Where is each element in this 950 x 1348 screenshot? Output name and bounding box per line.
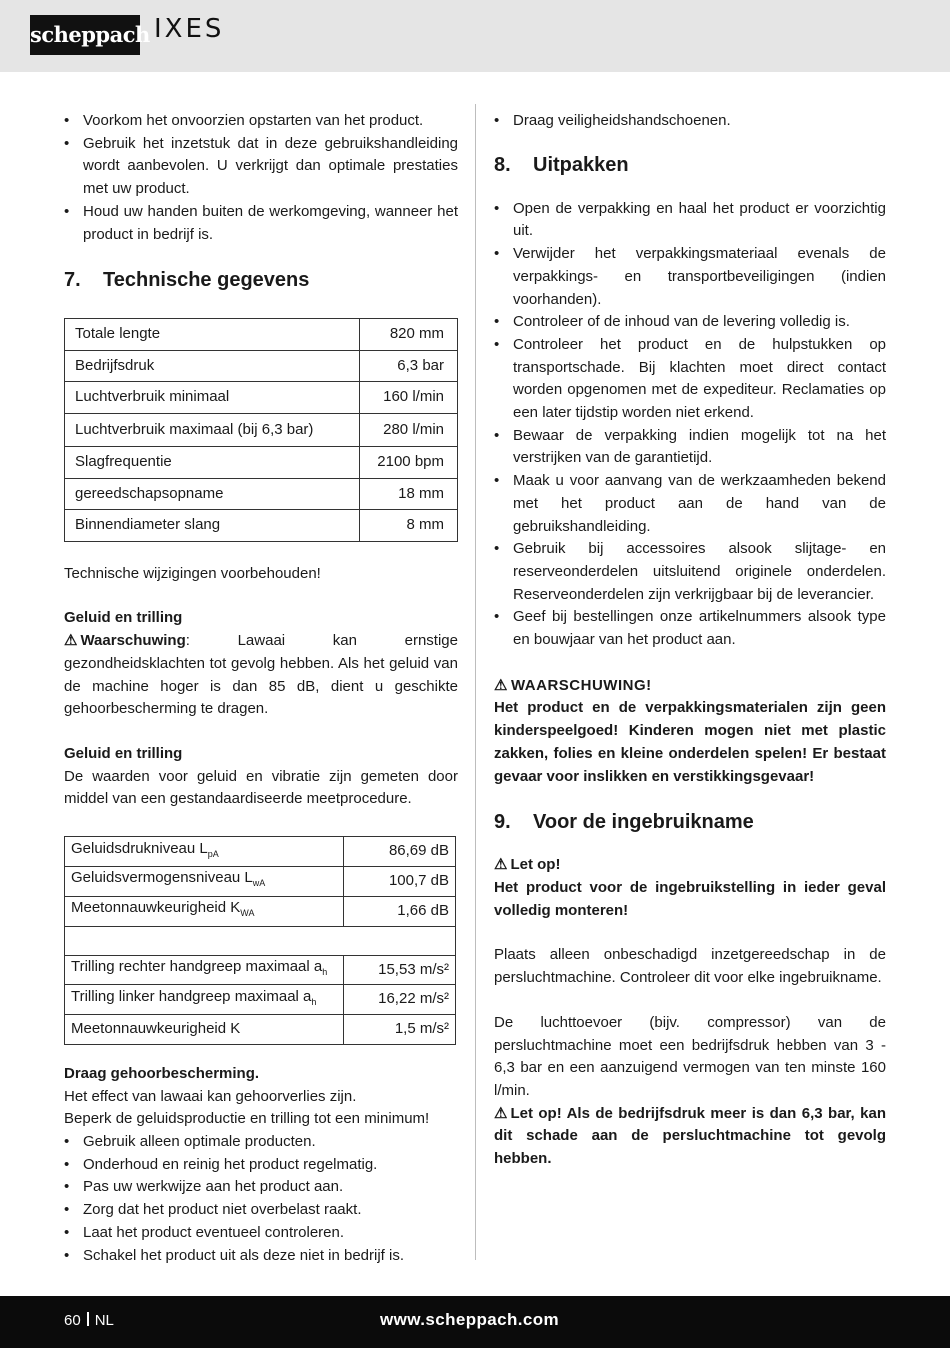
section-title: Technische gegevens bbox=[103, 269, 310, 292]
list-item: • Verwijder het verpakkingsmateriaal evenals de verpakkings- en transportbeveiligingen (indien voorhanden). bbox=[494, 243, 886, 311]
attention-paragraph: Het product voor de ingebruikstelling in ieder geval volledig monteren! bbox=[494, 878, 886, 919]
table-row bbox=[65, 350, 458, 382]
warning-triangle-icon: ⚠ bbox=[494, 856, 508, 874]
warning-label: Waarschuwing bbox=[80, 632, 186, 650]
footer-separator bbox=[87, 1312, 89, 1326]
noise-value: 1,66 dB bbox=[344, 896, 456, 926]
table-row bbox=[65, 837, 456, 867]
spec-label: Slagfrequentie bbox=[65, 447, 360, 479]
section-heading-8 bbox=[494, 152, 886, 178]
vibration-heading: Geluid en trilling bbox=[64, 745, 183, 762]
vibration-value: 16,22 m/s² bbox=[344, 985, 456, 1015]
spec-value: 8 mm bbox=[360, 510, 458, 542]
air-supply-paragraph: De luchttoevoer (bijv. compressor) van de persluchtmachine moet een bedrijfsdruk hebben van 3 - 6,3 bar en een aanzuigend vermogen van ten minste 160 l/min. bbox=[494, 1013, 886, 1099]
section-number: 7. bbox=[64, 269, 81, 292]
section-number: 9. bbox=[494, 811, 511, 834]
warning-triangle-icon: ⚠ bbox=[64, 632, 78, 650]
vibration-label: Trilling rechter handgreep maximaal $a_h$ bbox=[65, 955, 344, 985]
table-row bbox=[65, 1015, 456, 1045]
noise-value: 100,7 dB bbox=[344, 866, 456, 896]
warning-title: ⚠ WAARSCHUWING! bbox=[494, 675, 886, 698]
column-divider bbox=[475, 104, 476, 1260]
list-item: • Geef bij bestellingen onze artikelnummers alsook type en bouwjaar van het product aan. bbox=[494, 606, 886, 651]
vibration-value: 1,5 m/s² bbox=[344, 1015, 456, 1045]
list-item: • Zorg dat het product niet overbelast raakt. bbox=[64, 1199, 458, 1222]
gloves-list bbox=[494, 110, 886, 133]
empty-cell bbox=[65, 926, 456, 955]
list-item: • Laat het product eventueel controleren. bbox=[64, 1222, 458, 1245]
list-item: • Schakel het product uit als deze niet in bedrijf is. bbox=[64, 1245, 458, 1268]
list-item: • Gebruik het inzetstuk dat in deze gebruikshandleiding wordt aanbevolen. U verkrijgt dan optimale prestaties met uw product. bbox=[64, 133, 458, 201]
language-code: NL bbox=[94, 1312, 114, 1329]
noise-reduction-list bbox=[64, 1131, 458, 1267]
safety-bullet-list bbox=[64, 110, 458, 246]
list-item: • Controleer of de inhoud van de levering volledig is. bbox=[494, 311, 886, 334]
table-row bbox=[65, 866, 456, 896]
noise-warning-paragraph bbox=[64, 630, 458, 721]
noise-value: 86,69 dB bbox=[344, 837, 456, 867]
spec-value: 18 mm bbox=[360, 478, 458, 510]
warning-triangle-icon: ⚠ bbox=[494, 676, 508, 694]
list-item: • Onderhoud en reinig het product regelmatig. bbox=[64, 1154, 458, 1177]
noise-label: Geluidsvermogensniveau $L_{wA}$ bbox=[65, 866, 344, 896]
tool-paragraph: Plaats alleen onbeschadigd inzetgereedschap in de persluchtmachine. Controleer dit voor elke ingebruikname. bbox=[494, 946, 886, 987]
right-column bbox=[494, 110, 886, 1171]
table-row-empty bbox=[65, 926, 456, 955]
left-column bbox=[64, 110, 458, 1267]
spec-value: 280 l/min bbox=[360, 414, 458, 447]
list-item: • Gebruik alleen optimale producten. bbox=[64, 1131, 458, 1154]
technical-note: Technische wijzigingen voorbehouden! bbox=[64, 564, 321, 582]
page-footer bbox=[0, 1296, 950, 1348]
page-number: 60 bbox=[64, 1312, 81, 1329]
pressure-warning: ⚠ Let op! Als de bedrijfsdruk meer is dan 6,3 bar, kan dit schade aan de persluchtmachine tot gevolg hebben. bbox=[494, 1104, 886, 1168]
list-item: • Controleer het product en de hulpstukken op transportschade. Bij klachten moet direct contact worden opgenomen met de expediteur. Reclamaties op een later tijdstip worden niet erkend. bbox=[494, 334, 886, 425]
table-row bbox=[65, 896, 456, 926]
list-item: • Gebruik bij accessoires alsook slijtage- en reserveonderdelen uitsluitend originele onderdelen. Reserveonderdelen zijn verkrijgbaar bij de leverancier. bbox=[494, 538, 886, 606]
spec-value: 820 mm bbox=[360, 319, 458, 351]
table-row bbox=[65, 447, 458, 479]
table-row bbox=[65, 382, 458, 414]
spec-label: Luchtverbruik maximaal (bij 6,3 bar) bbox=[65, 414, 360, 447]
table-row bbox=[65, 478, 458, 510]
spec-label: Binnendiameter slang bbox=[65, 510, 360, 542]
list-item: • Voorkom het onvoorzien opstarten van het product. bbox=[64, 110, 458, 133]
section-title: Uitpakken bbox=[533, 153, 629, 176]
list-item: • Draag veiligheidshandschoenen. bbox=[494, 110, 886, 133]
website-link[interactable]: www.scheppach.com bbox=[380, 1310, 560, 1329]
measurement-paragraph: De waarden voor geluid en vibratie zijn gemeten door middel van een gestandaardiseerde meetprocedure. bbox=[64, 767, 458, 808]
vibration-label: Meetonnauwkeurigheid K bbox=[65, 1015, 344, 1045]
hearing-line: Beperk de geluidsproductie en trilling tot een minimum! bbox=[64, 1110, 430, 1128]
list-item: • Maak u voor aanvang van de werkzaamheden bekend met het product aan de hand van de gebruikshandleiding. bbox=[494, 470, 886, 538]
technical-data-table bbox=[64, 318, 458, 542]
vibration-value: 15,53 m/s² bbox=[344, 955, 456, 985]
noise-label: Geluidsdrukniveau $L_{pA}$ bbox=[65, 837, 344, 867]
hearing-line: Het effect van lawaai kan gehoorverlies zijn. bbox=[64, 1087, 357, 1105]
spec-value: 6,3 bar bbox=[360, 350, 458, 382]
vibration-label: Trilling linker handgreep maximaal $a_h$ bbox=[65, 985, 344, 1015]
spec-value: 160 l/min bbox=[360, 382, 458, 414]
spec-label: gereedschapsopname bbox=[65, 478, 360, 510]
noise-vibration-table bbox=[64, 836, 456, 1045]
list-item: • Bewaar de verpakking indien mogelijk tot na het verstrijken van de garantietijd. bbox=[494, 425, 886, 470]
spec-value: 2100 bpm bbox=[360, 447, 458, 479]
warning-triangle-icon: ⚠ bbox=[494, 1104, 508, 1122]
attention-title: ⚠ Let op! bbox=[494, 854, 886, 877]
table-row bbox=[65, 985, 456, 1015]
table-row bbox=[65, 955, 456, 985]
spec-label: Bedrijfsdruk bbox=[65, 350, 360, 382]
table-row bbox=[65, 319, 458, 351]
list-item: • Houd uw handen buiten de werkomgeving, wanneer het product in bedrijf is. bbox=[64, 201, 458, 246]
scheppach-logo: scheppach bbox=[30, 15, 140, 55]
list-item: • Pas uw werkwijze aan het product aan. bbox=[64, 1176, 458, 1199]
warning-text: : Lawaai kan ernstige gezondheidsklachten tot gevolg hebben. Als het geluid van de machine hoger is dan 85 dB, dient u geschikte gehoorbescherming te dragen. bbox=[64, 632, 458, 718]
table-row bbox=[65, 414, 458, 447]
section-number: 8. bbox=[494, 153, 511, 176]
spec-label: Totale lengte bbox=[65, 319, 360, 351]
table-row bbox=[65, 510, 458, 542]
noise-heading: Geluid en trilling bbox=[64, 609, 183, 627]
section-title: Voor de ingebruikname bbox=[533, 811, 754, 834]
ixes-logo: IXES bbox=[154, 14, 225, 44]
unpacking-list bbox=[494, 198, 886, 652]
page-info bbox=[64, 1311, 114, 1331]
page-header bbox=[0, 0, 950, 72]
spec-label: Luchtverbruik minimaal bbox=[65, 382, 360, 414]
noise-label: Meetonnauwkeurigheid $K_{WA}$ bbox=[65, 896, 344, 926]
hearing-protection-heading: Draag gehoorbescherming. bbox=[64, 1064, 260, 1082]
section-heading-7 bbox=[64, 267, 458, 293]
warning-paragraph: Het product en de verpakkingsmaterialen zijn geen kinderspeelgoed! Kinderen mogen niet met plastic zakken, folies en kleine onderdelen spelen! Er bestaat gevaar voor inslikken en verstikkingsgevaar! bbox=[494, 699, 886, 785]
section-heading-9 bbox=[494, 809, 886, 835]
list-item: • Open de verpakking en haal het product er voorzichtig uit. bbox=[494, 198, 886, 243]
